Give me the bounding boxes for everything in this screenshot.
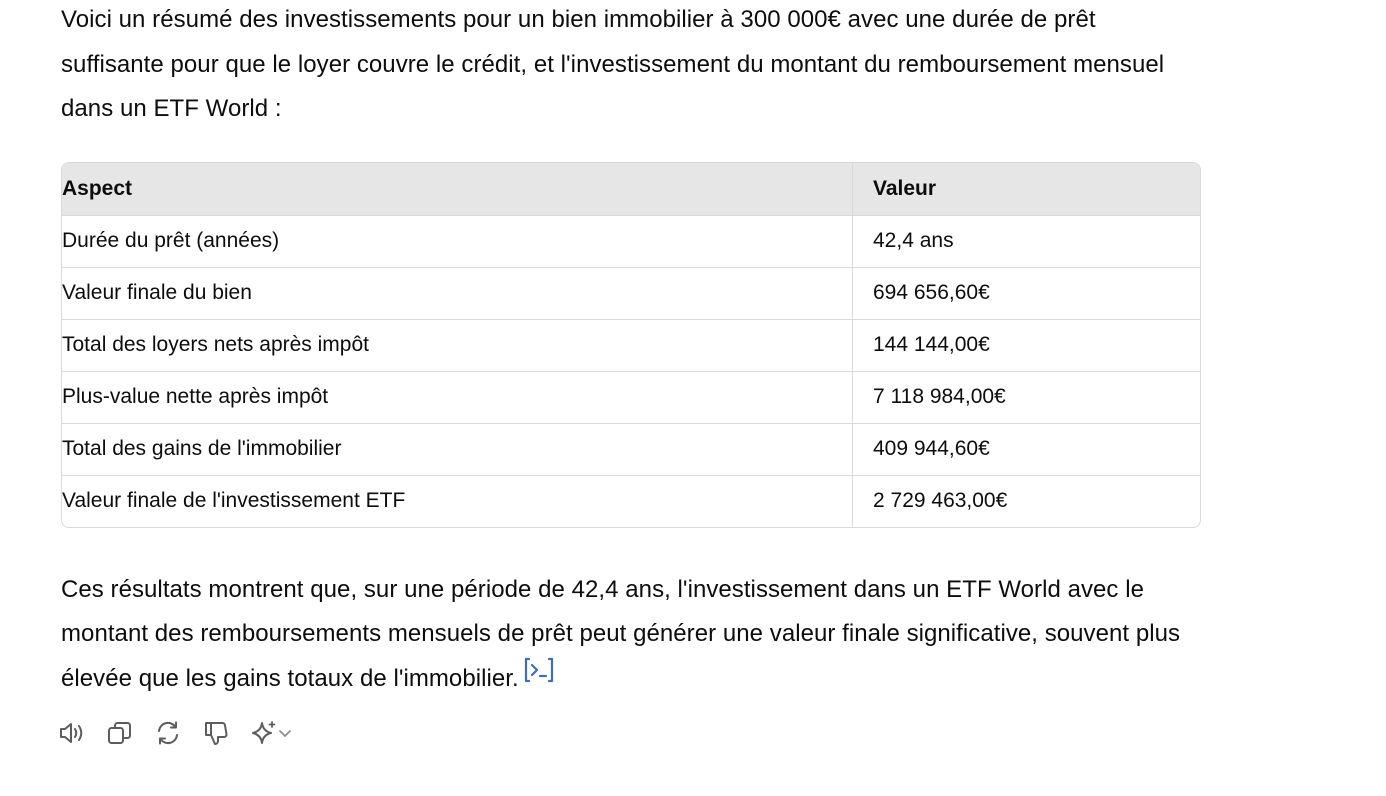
header-aspect: Aspect xyxy=(62,163,853,216)
intro-paragraph: Voici un résumé des investissements pour un bien immobilier à 300 000€ avec une durée de prêt suffisante pour que le loyer couvre le crédit, et l'investissement du montant du remboursement mensuel dans un ETF World : xyxy=(61,6,1165,122)
copy-icon xyxy=(106,719,134,747)
sparkle-icon xyxy=(251,719,277,747)
table-cell-aspect: Valeur finale de l'investissement ETF xyxy=(62,475,853,527)
header-valeur: Valeur xyxy=(853,163,1201,216)
conclusion-text: Ces résultats montrent que, sur une période de 42,4 ans, l'investissement dans un ETF World avec le montant des remboursements mensuels de prêt peut générer une valeur finale significative, souvent plus élevée que les gains totaux de l'immobilier. xyxy=(61,575,1181,692)
speaker-icon xyxy=(57,720,87,746)
table-row xyxy=(62,215,1200,267)
table-row xyxy=(62,371,1200,423)
table-cell-valeur: 144 144,00€ xyxy=(853,319,1201,371)
thumbs-down-icon xyxy=(202,719,230,747)
chevron-down-icon xyxy=(277,725,293,741)
table-cell-aspect: Plus-value nette après impôt xyxy=(62,371,853,423)
table-header-row xyxy=(62,163,1200,216)
table-cell-valeur: 2 729 463,00€ xyxy=(873,489,1008,512)
switch-model-button[interactable] xyxy=(247,716,297,750)
table-cell-aspect: Durée du prêt (années) xyxy=(62,215,853,267)
summary-table xyxy=(61,162,1201,528)
conclusion-paragraph xyxy=(61,568,1201,702)
table-row xyxy=(62,423,1200,475)
message-actions xyxy=(55,716,311,750)
table-cell-valeur: 694 656,60€ xyxy=(853,267,1201,319)
regenerate-button[interactable] xyxy=(151,716,185,750)
table-row xyxy=(62,475,1200,527)
table-row xyxy=(62,267,1200,319)
read-aloud-button[interactable] xyxy=(55,716,89,750)
regenerate-icon xyxy=(154,719,182,747)
table-cell-aspect: Valeur finale du bien xyxy=(62,267,853,319)
code-interpreter-icon[interactable] xyxy=(523,654,555,699)
bad-response-button[interactable] xyxy=(199,716,233,750)
table-cell-valeur: 409 944,60€ xyxy=(853,423,1201,475)
table-cell-aspect: Total des gains de l'immobilier xyxy=(62,423,853,475)
assistant-message xyxy=(61,0,1201,701)
table-row xyxy=(62,319,1200,371)
table-cell-valeur: 42,4 ans xyxy=(853,215,1201,267)
table-cell-valeur: 7 118 984,00€ xyxy=(853,371,1201,423)
table-cell-aspect: Total des loyers nets après impôt xyxy=(62,319,853,371)
copy-button[interactable] xyxy=(103,716,137,750)
